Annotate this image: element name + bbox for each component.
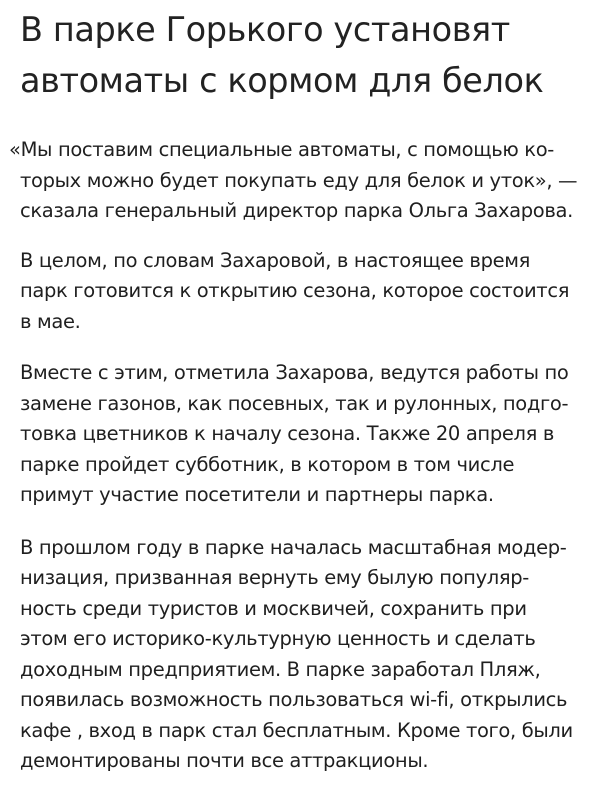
paragraph-line: торых можно будет покупать еду для белок и уток», —	[20, 168, 578, 192]
paragraph-line: сказала генеральный директор парка Ольга Захарова.	[20, 199, 573, 222]
paragraph-line: в мае.	[20, 309, 81, 333]
paragraph-line: замене газонов, как посевных, так и рулонных, подго-	[20, 391, 569, 415]
article-headline	[20, 0, 610, 106]
works-paragraph	[20, 358, 610, 511]
paragraph-line: примут участие посетители и партнеры парка.	[20, 483, 494, 506]
paragraph-line: В прошлом году в парке началась масштабная модер-	[20, 535, 567, 559]
headline-line: В парке Горького установят	[20, 10, 510, 49]
paragraph-line: этом его историко-культурную ценность и сделать	[20, 627, 536, 650]
paragraph-line: появилась возможность пользоваться wi-fi, открылись	[20, 688, 568, 711]
paragraph-line: демонтированы почти все аттракционы.	[20, 749, 429, 772]
paragraph-line: Вместе с этим, отметила Захарова, ведутся работы по	[20, 361, 569, 384]
paragraph-line: В целом, по словам Захаровой, в настоящее время	[20, 248, 530, 272]
paragraph-line: ность среди туристов и москвичей, сохранить при	[20, 596, 527, 620]
paragraph-line: парк готовится к открытию сезона, которое состоится	[20, 279, 570, 302]
paragraph-line: «Мы поставим специальные автоматы, с помощью ко-	[9, 138, 554, 161]
modernization-paragraph	[20, 533, 610, 777]
paragraph-line: товка цветников к началу сезона. Также 20 апреля в	[20, 422, 554, 445]
quote-paragraph	[9, 135, 610, 227]
season-paragraph	[20, 246, 610, 338]
article	[9, 0, 610, 777]
paragraph-line: парке пройдет субботник, в котором в том числе	[20, 452, 515, 476]
headline-line: автоматы с кормом для белок	[20, 61, 544, 100]
paragraph-line: низация, призванная вернуть ему былую популяр-	[20, 566, 529, 589]
paragraph-line: кафе , вход в парк стал бесплатным. Кроме того, были	[20, 718, 573, 742]
paragraph-line: доходным предприятием. В парке заработал Пляж,	[20, 657, 541, 681]
